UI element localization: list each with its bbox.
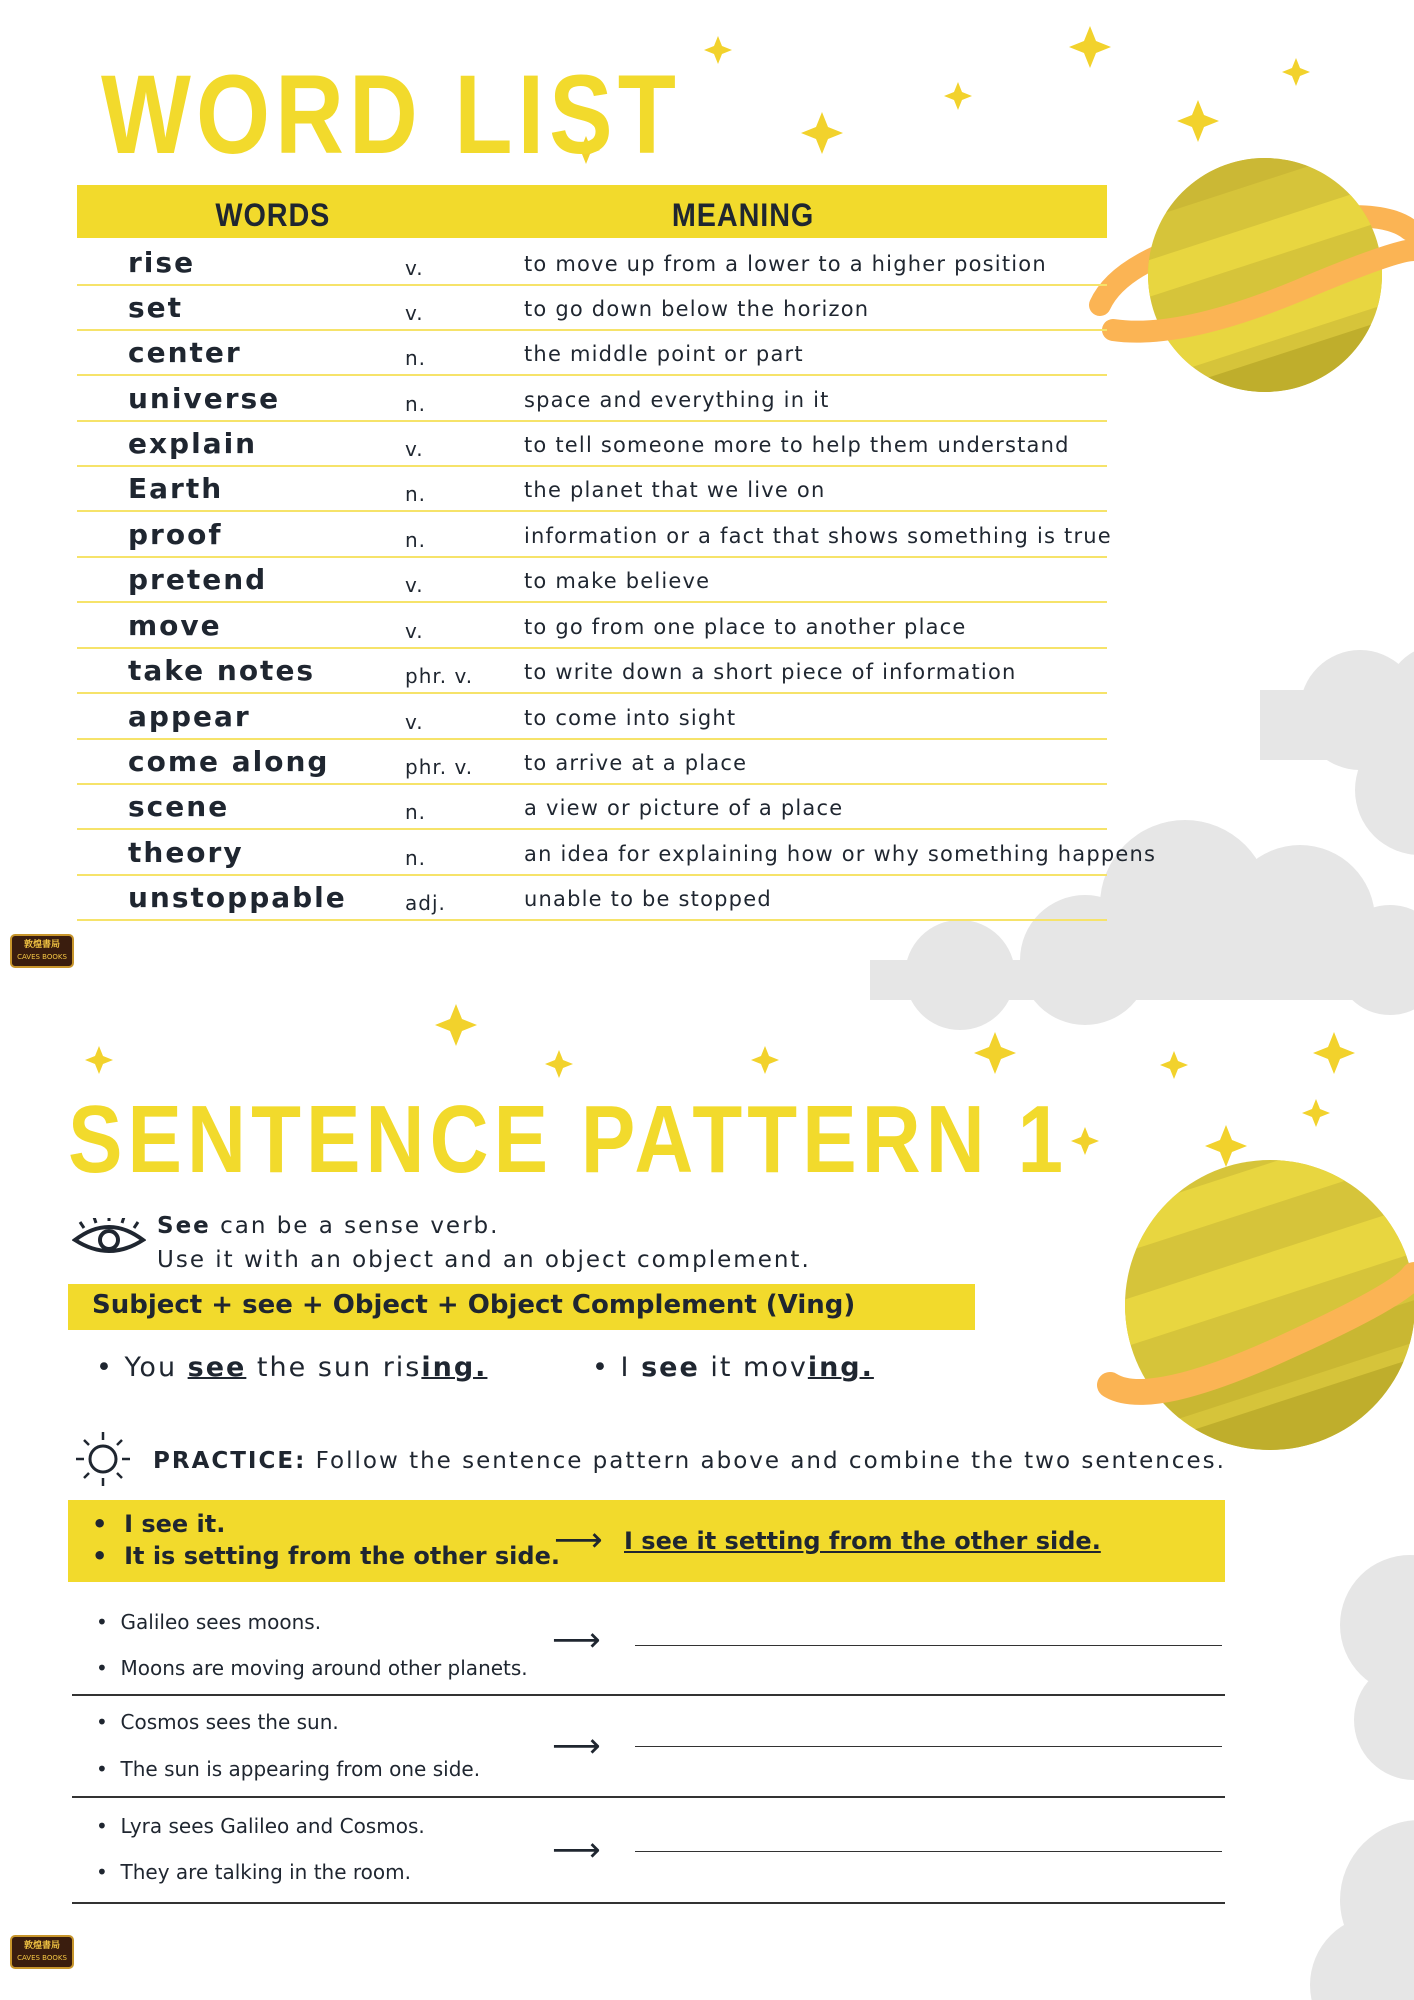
pattern-formula-box: [68, 1284, 975, 1330]
word-row: [77, 830, 1157, 876]
word-row: [77, 376, 1107, 422]
part-of-speech: n.: [405, 846, 427, 870]
word-row: [77, 466, 1107, 512]
word-row: [77, 285, 1107, 331]
part-of-speech: n.: [405, 800, 427, 824]
practice-label: PRACTICE:: [153, 1448, 307, 1474]
word: proof: [128, 518, 223, 551]
part-of-speech: v.: [405, 573, 424, 597]
cloud-bottom-right: [1310, 1820, 1414, 2000]
item-text: They are talking in the room.: [120, 1860, 411, 1884]
sentence-pattern-title: SENTENCE PATTERN 1: [68, 1086, 1069, 1193]
arrow-icon: ⟶: [552, 1830, 601, 1870]
item-sentence-1: • Galileo sees moons.: [96, 1610, 322, 1634]
word-row: [77, 421, 1107, 467]
word: Earth: [128, 472, 224, 505]
answer-line[interactable]: [635, 1851, 1222, 1852]
word: rise: [128, 246, 196, 279]
word-row: [77, 512, 1112, 558]
example-ending: ing.: [421, 1352, 488, 1383]
word-row: [77, 240, 1107, 286]
part-of-speech: v.: [405, 256, 424, 280]
part-of-speech: phr. v.: [405, 755, 474, 779]
meaning: unable to be stopped: [524, 887, 772, 911]
word-row: [77, 648, 1107, 694]
example-2: • I see it moving.: [592, 1352, 874, 1383]
practice-text: Follow the sentence pattern above and combine the two sentences.: [306, 1448, 1226, 1474]
sample-sentence-1: • I see it.: [92, 1510, 226, 1538]
practice-item-2: [72, 1696, 1225, 1798]
planet-top: [1069, 83, 1414, 459]
example-verb: see: [187, 1352, 247, 1383]
intro-line1: can be a sense verb.: [210, 1213, 500, 1239]
part-of-speech: adj.: [405, 891, 446, 915]
example-ending: ing.: [807, 1352, 874, 1383]
intro-see: See: [157, 1213, 211, 1239]
item-sentence-2: • They are talking in the room.: [96, 1860, 411, 1884]
sample-text: I see it.: [124, 1510, 226, 1538]
logo-english: CAVES BOOKS: [17, 1954, 67, 1962]
example-text: You: [124, 1352, 188, 1383]
practice-sample-box: [68, 1500, 1225, 1582]
answer-line[interactable]: [635, 1645, 1222, 1646]
word-row: [77, 557, 1107, 603]
meaning: an idea for explaining how or why something happens: [524, 842, 1157, 866]
cloud-top-right: [1260, 645, 1414, 855]
sun-icon: [74, 1430, 132, 1488]
meaning: a view or picture of a place: [524, 796, 844, 820]
example-1: • You see the sun rising.: [96, 1352, 488, 1383]
part-of-speech: n.: [405, 392, 427, 416]
answer-line[interactable]: [635, 1746, 1222, 1747]
logo-english: CAVES BOOKS: [17, 953, 67, 961]
cloud-lower-right: [1340, 1555, 1414, 1780]
meaning: to make believe: [524, 569, 711, 593]
part-of-speech: v.: [405, 437, 424, 461]
word-row: [77, 875, 1107, 921]
part-of-speech: v.: [405, 301, 424, 325]
meaning: to go down below the horizon: [524, 297, 870, 321]
item-text: Cosmos sees the sun.: [120, 1710, 339, 1734]
word: scene: [128, 790, 230, 823]
word: take notes: [128, 654, 316, 687]
item-sentence-2: • The sun is appearing from one side.: [96, 1757, 481, 1781]
sample-text: It is setting from the other side.: [124, 1542, 560, 1570]
example-text: I: [620, 1352, 642, 1383]
arrow-icon: ⟶: [552, 1726, 601, 1766]
word: move: [128, 609, 222, 642]
word: center: [128, 336, 242, 369]
part-of-speech: v.: [405, 710, 424, 734]
arrow-icon: ⟶: [552, 1620, 601, 1660]
practice-item-3: [72, 1798, 1225, 1904]
meaning: the planet that we live on: [524, 478, 826, 502]
word-table-header: [77, 185, 1107, 238]
word: universe: [128, 382, 281, 415]
logo-chinese: 敦煌書局: [23, 1941, 60, 1951]
word-row: [77, 784, 1107, 830]
word: pretend: [128, 563, 268, 596]
logo-chinese: 敦煌書局: [23, 940, 60, 950]
word: unstoppable: [128, 881, 347, 914]
word-list-title: WORD LIST: [101, 52, 682, 177]
item-sentence-1: • Lyra sees Galileo and Cosmos.: [96, 1814, 425, 1838]
word-row: [77, 330, 1107, 376]
example-text: the sun ris: [246, 1352, 422, 1383]
arrow-icon: ⟶: [554, 1520, 603, 1560]
meaning: the middle point or part: [524, 342, 804, 366]
part-of-speech: n.: [405, 346, 427, 370]
sample-sentence-2: • It is setting from the other side.: [92, 1542, 560, 1570]
meaning: to go from one place to another place: [524, 615, 967, 639]
header-words: WORDS: [215, 197, 331, 233]
intro-line2: Use it with an object and an object complement.: [157, 1247, 811, 1273]
meaning: to tell someone more to help them understand: [524, 433, 1070, 457]
example-verb: see: [641, 1352, 700, 1383]
practice-item-1: [72, 1590, 1225, 1696]
word: appear: [128, 700, 251, 733]
item-text: Moons are moving around other planets.: [120, 1656, 528, 1680]
word-row: [77, 694, 1107, 740]
part-of-speech: n.: [405, 482, 427, 506]
part-of-speech: v.: [405, 619, 424, 643]
intro-text: [157, 1209, 811, 1277]
item-sentence-1: • Cosmos sees the sun.: [96, 1710, 339, 1734]
word-row: [77, 603, 1107, 649]
meaning: to come into sight: [524, 706, 737, 730]
word: explain: [128, 427, 258, 460]
meaning: to write down a short piece of information: [524, 660, 1017, 684]
publisher-logo: [10, 1935, 74, 1969]
meaning: to arrive at a place: [524, 751, 748, 775]
word: theory: [128, 836, 244, 869]
pattern-formula: Subject + see + Object + Object Complement (Ving): [92, 1290, 856, 1320]
item-text: Lyra sees Galileo and Cosmos.: [120, 1814, 425, 1838]
publisher-logo: [10, 934, 74, 968]
eye-icon: [72, 1218, 146, 1258]
item-sentence-2: • Moons are moving around other planets.: [96, 1656, 528, 1680]
header-meaning: MEANING: [671, 197, 815, 233]
meaning: space and everything in it: [524, 388, 830, 412]
item-text: Galileo sees moons.: [120, 1610, 322, 1634]
example-text: it mov: [699, 1352, 808, 1383]
word-row: [77, 739, 1107, 785]
practice-instruction: [153, 1448, 1226, 1474]
meaning: information or a fact that shows something is true: [524, 524, 1112, 548]
sample-answer: I see it setting from the other side.: [624, 1527, 1101, 1555]
word: set: [128, 291, 184, 324]
word: come along: [128, 745, 330, 778]
part-of-speech: n.: [405, 528, 427, 552]
item-text: The sun is appearing from one side.: [120, 1757, 481, 1781]
meaning: to move up from a lower to a higher position: [524, 252, 1047, 276]
part-of-speech: phr. v.: [405, 664, 474, 688]
